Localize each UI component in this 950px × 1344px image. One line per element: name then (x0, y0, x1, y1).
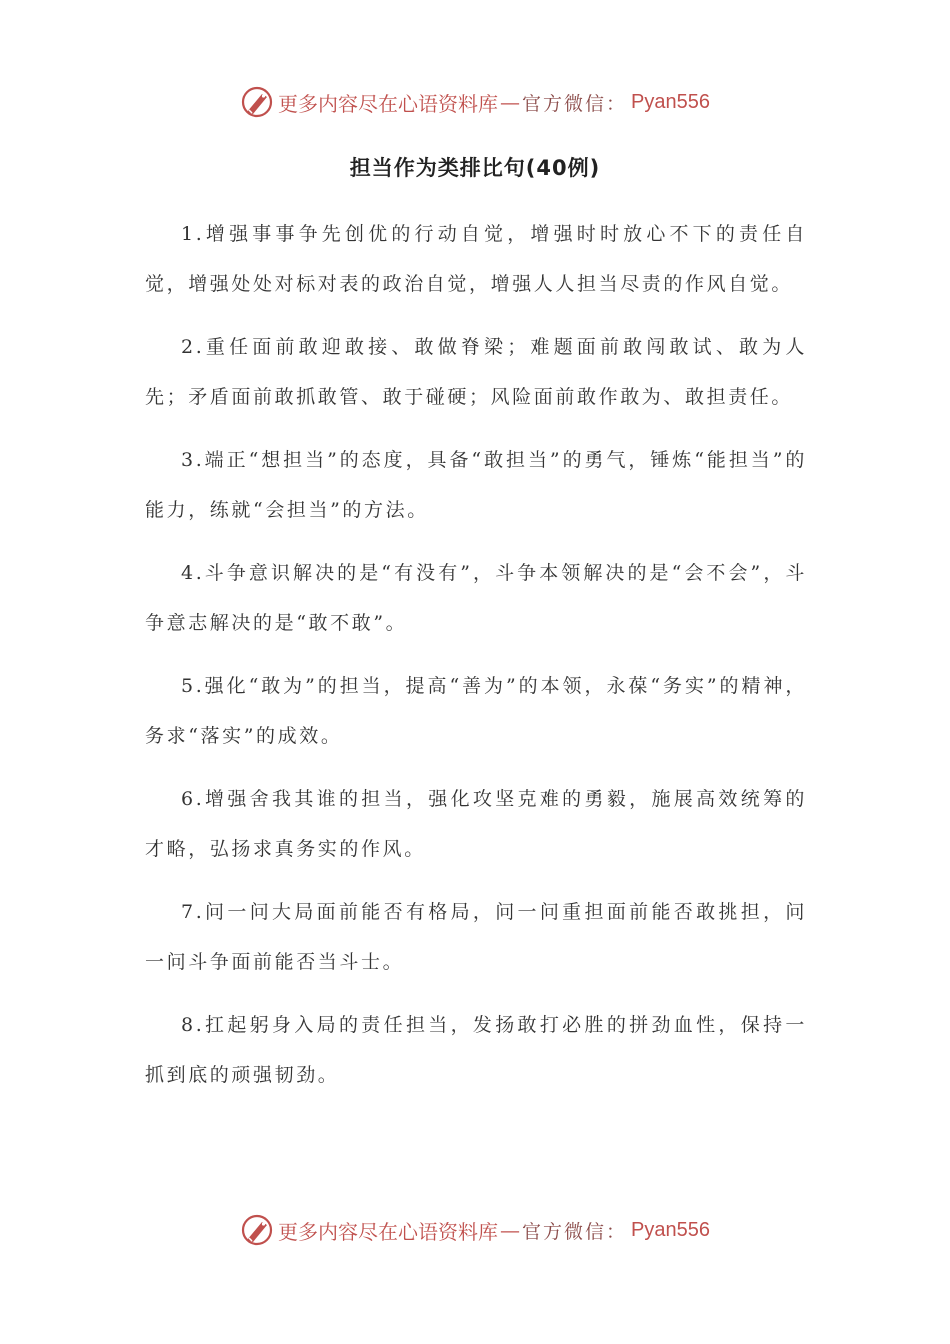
wechat-label: 官方微信： (522, 1220, 628, 1243)
paragraph-1: 1.增强事事争先创优的行动自觉，增强时时放心不下的责任自觉，增强处处对标对表的政治自觉，增强人人担当尽责的作风自觉。 (145, 223, 807, 295)
pen-nib-logo-icon (240, 1213, 274, 1247)
document-title: 担当作为类排比句(40例) (349, 156, 601, 180)
footer-watermark-banner (0, 1210, 950, 1250)
paragraph-6: 6.增强舍我其谁的担当，强化攻坚克难的勇毅，施展高效统筹的才略，弘扬求真务实的作风。 (145, 788, 807, 860)
paragraph-4: 4.斗争意识解决的是“有没有”，斗争本领解决的是“会不会”，斗争意志解决的是“敢不敢”。 (145, 562, 807, 634)
wechat-id-text: Pyan556 (631, 90, 710, 113)
document-body (145, 209, 807, 1113)
paragraph-7: 7.问一问大局面前能否有格局，问一问重担面前能否敢挑担，问一问斗争面前能否当斗士。 (145, 901, 807, 973)
banner-dash: — (500, 1218, 520, 1242)
paragraph-5: 5.强化“敢为”的担当，提高“善为”的本领，永葆“务实”的精神，务求“落实”的成效。 (145, 675, 807, 747)
paragraph-8: 8.扛起躬身入局的责任担当，发扬敢打必胜的拼劲血性，保持一抓到底的顽强韧劲。 (145, 1014, 807, 1086)
paragraph-3: 3.端正“想担当”的态度，具备“敢担当”的勇气，锤炼“能担当”的能力，练就“会担当”的方法。 (145, 449, 807, 521)
wechat-id-text: Pyan556 (631, 1218, 710, 1241)
pen-nib-logo-icon (240, 85, 274, 119)
site-name-text: 更多内容尽在心语资料库 (278, 91, 498, 116)
header-watermark-banner (0, 82, 950, 122)
wechat-label: 官方微信： (522, 92, 628, 115)
site-name-text: 更多内容尽在心语资料库 (278, 1219, 498, 1244)
banner-dash: — (500, 90, 520, 114)
paragraph-2: 2.重任面前敢迎敢接、敢做脊梁；难题面前敢闯敢试、敢为人先；矛盾面前敢抓敢管、敢于碰硬；风险面前敢作敢为、敢担责任。 (145, 336, 807, 408)
